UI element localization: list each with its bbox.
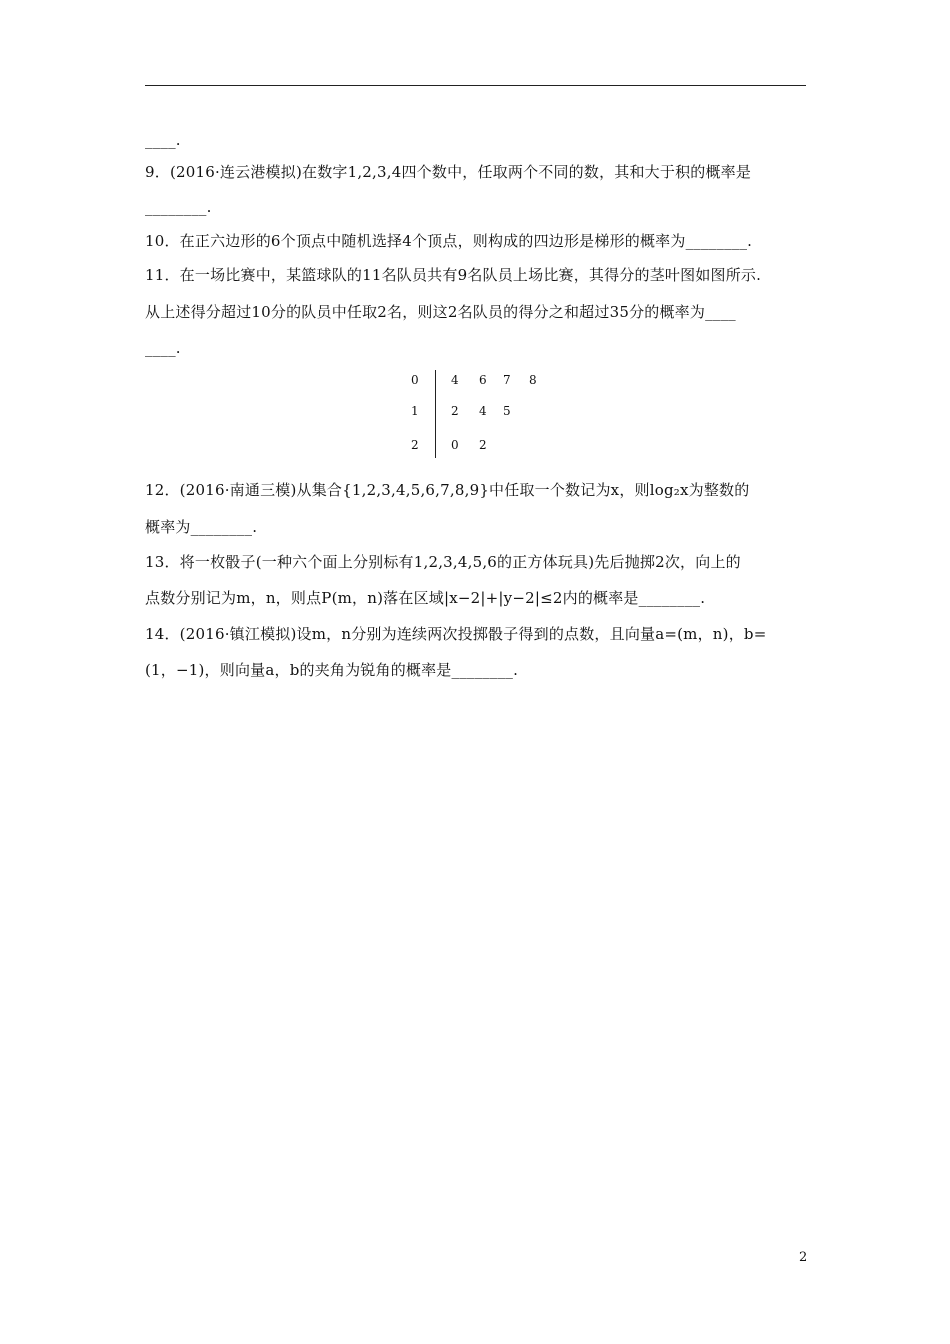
text-line-1: ____. xyxy=(145,131,181,149)
problem-9-line-1: 9．(2016·连云港模拟)在数字1,2,3,4四个数中，任取两个不同的数，其和大于积的概率是 xyxy=(145,163,752,181)
problem-11-line-3: ____. xyxy=(145,339,181,357)
leaf: 4 xyxy=(451,373,459,387)
page-number: 2 xyxy=(799,1250,808,1265)
problem-12-line-2: 概率为________. xyxy=(145,518,258,536)
leaf: 2 xyxy=(479,438,487,452)
leaf: 6 xyxy=(479,373,487,387)
problem-9-line-2: ________. xyxy=(145,198,212,216)
problem-14-line-2: (1，−1)，则向量a，b的夹角为锐角的概率是________. xyxy=(145,661,519,679)
leaf: 2 xyxy=(451,404,459,418)
stem-2: 2 xyxy=(411,438,419,452)
stem-leaf-divider xyxy=(435,370,436,458)
leaf: 5 xyxy=(503,404,511,418)
problem-11-line-2: 从上述得分超过10分的队员中任取2名，则这2名队员的得分之和超过35分的概率为____ xyxy=(145,303,736,321)
leaf: 8 xyxy=(529,373,537,387)
leaf: 0 xyxy=(451,438,459,452)
problem-12-line-1: 12．(2016·南通三模)从集合{1,2,3,4,5,6,7,8,9}中任取一个数记为x，则log₂x为整数的 xyxy=(145,481,750,499)
stem-leaf-plot xyxy=(400,366,560,462)
header-rule xyxy=(145,85,806,86)
stem-1: 1 xyxy=(411,404,419,418)
problem-11-line-1: 11．在一场比赛中，某篮球队的11名队员共有9名队员上场比赛，其得分的茎叶图如图所示. xyxy=(145,266,762,284)
leaf: 4 xyxy=(479,404,487,418)
leaf: 7 xyxy=(503,373,511,387)
problem-13-line-1: 13．将一枚骰子(一种六个面上分别标有1,2,3,4,5,6的正方体玩具)先后抛掷2次，向上的 xyxy=(145,553,741,571)
problem-14-line-1: 14．(2016·镇江模拟)设m，n分别为连续两次投掷骰子得到的点数，且向量a=(m，n)，b= xyxy=(145,625,767,643)
stem-0: 0 xyxy=(411,373,419,387)
problem-13-line-2: 点数分别记为m，n，则点P(m，n)落在区域|x−2|+|y−2|≤2内的概率是________. xyxy=(145,589,706,607)
problem-10-line-1: 10．在正六边形的6个顶点中随机选择4个顶点，则构成的四边形是梯形的概率为________. xyxy=(145,232,753,250)
